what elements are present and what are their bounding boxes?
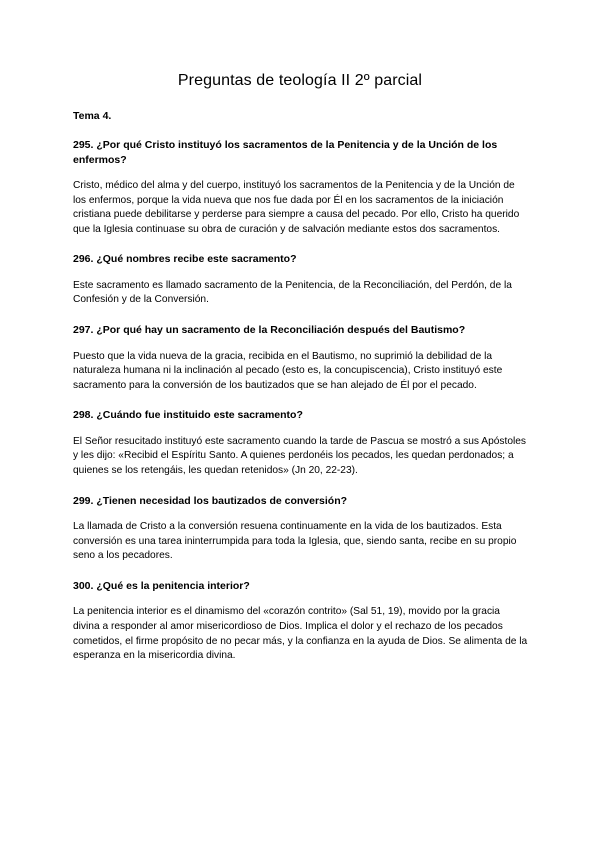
qa-item-298	[73, 408, 529, 478]
answer-paragraph: La llamada de Cristo a la conversión resuena continuamente en la vida de los bautizados. Esta conversión es una tarea ininterrumpida para toda la Iglesia, que, siendo santa, recibe en su propio seno a los pecadores.	[73, 521, 517, 562]
answer-paragraph: La penitencia interior es el dinamismo del «corazón contrito» (Sal 51, 19), movido por la gracia divina a responder al amor misericordioso de Dios. Implica el dolor y el rechazo de los pecados cometidos, el firme propósito de no pecar más, y la confianza en la ayuda de Dios. Se alimenta de la esperanza en la misericordia divina.	[73, 606, 528, 662]
answer-paragraph: Puesto que la vida nueva de la gracia, recibida en el Bautismo, no suprimió la debilidad de la naturaleza humana ni la inclinación al pecado (esto es, la concupiscencia), Cristo instituyó este sacramento para la conversión de los bautizados que se han alejado de Él por el pecado.	[73, 350, 503, 391]
answer-paragraph: Cristo, médico del alma y del cuerpo, instituyó los sacramentos de la Penitencia y de la Unción de los enfermos, porque la vida nueva que nos fue dada por Él en los sacramentos de la iniciación cristiana puede debilitarse y perderse para siempre a causa del pecado. Por ello, Cristo ha querido que la Iglesia continuase su obra de curación y de salvación mediante estos dos sacramentos.	[73, 180, 520, 235]
question-heading: 295. ¿Por qué Cristo instituyó los sacramentos de la Penitencia y de la Unción de los enfermos?	[73, 139, 498, 166]
qa-item-297	[73, 323, 529, 393]
question-heading: 296. ¿Qué nombres recibe este sacramento?	[73, 253, 297, 266]
qa-item-296	[73, 252, 529, 308]
section-heading: Tema 4.	[73, 110, 112, 122]
page-title: Preguntas de teología II 2º parcial	[177, 72, 423, 89]
qa-item-295	[73, 138, 529, 237]
question-heading: 298. ¿Cuándo fue instituido este sacramento?	[73, 409, 303, 422]
qa-item-299	[73, 494, 529, 564]
answer-paragraph: El Señor resucitado instituyó este sacramento cuando la tarde de Pascua se mostró a sus Apóstoles y les dijo: «Recibid el Espíritu Santo. A quienes perdonéis los pecados, les quedan perdonados; a quienes se los retengáis, les quedan retenidos» (Jn 20, 22-23).	[73, 435, 527, 477]
question-heading: 300. ¿Qué es la penitencia interior?	[73, 579, 250, 592]
document-body	[73, 109, 529, 679]
answer-paragraph: Este sacramento es llamado sacramento de la Penitencia, de la Reconciliación, del Perdón, de la Confesión y de la Conversión.	[73, 279, 512, 306]
question-heading: 297. ¿Por qué hay un sacramento de la Reconciliación después del Bautismo?	[73, 324, 466, 337]
question-heading: 299. ¿Tienen necesidad los bautizados de conversión?	[73, 494, 348, 507]
qa-item-300	[73, 579, 529, 664]
